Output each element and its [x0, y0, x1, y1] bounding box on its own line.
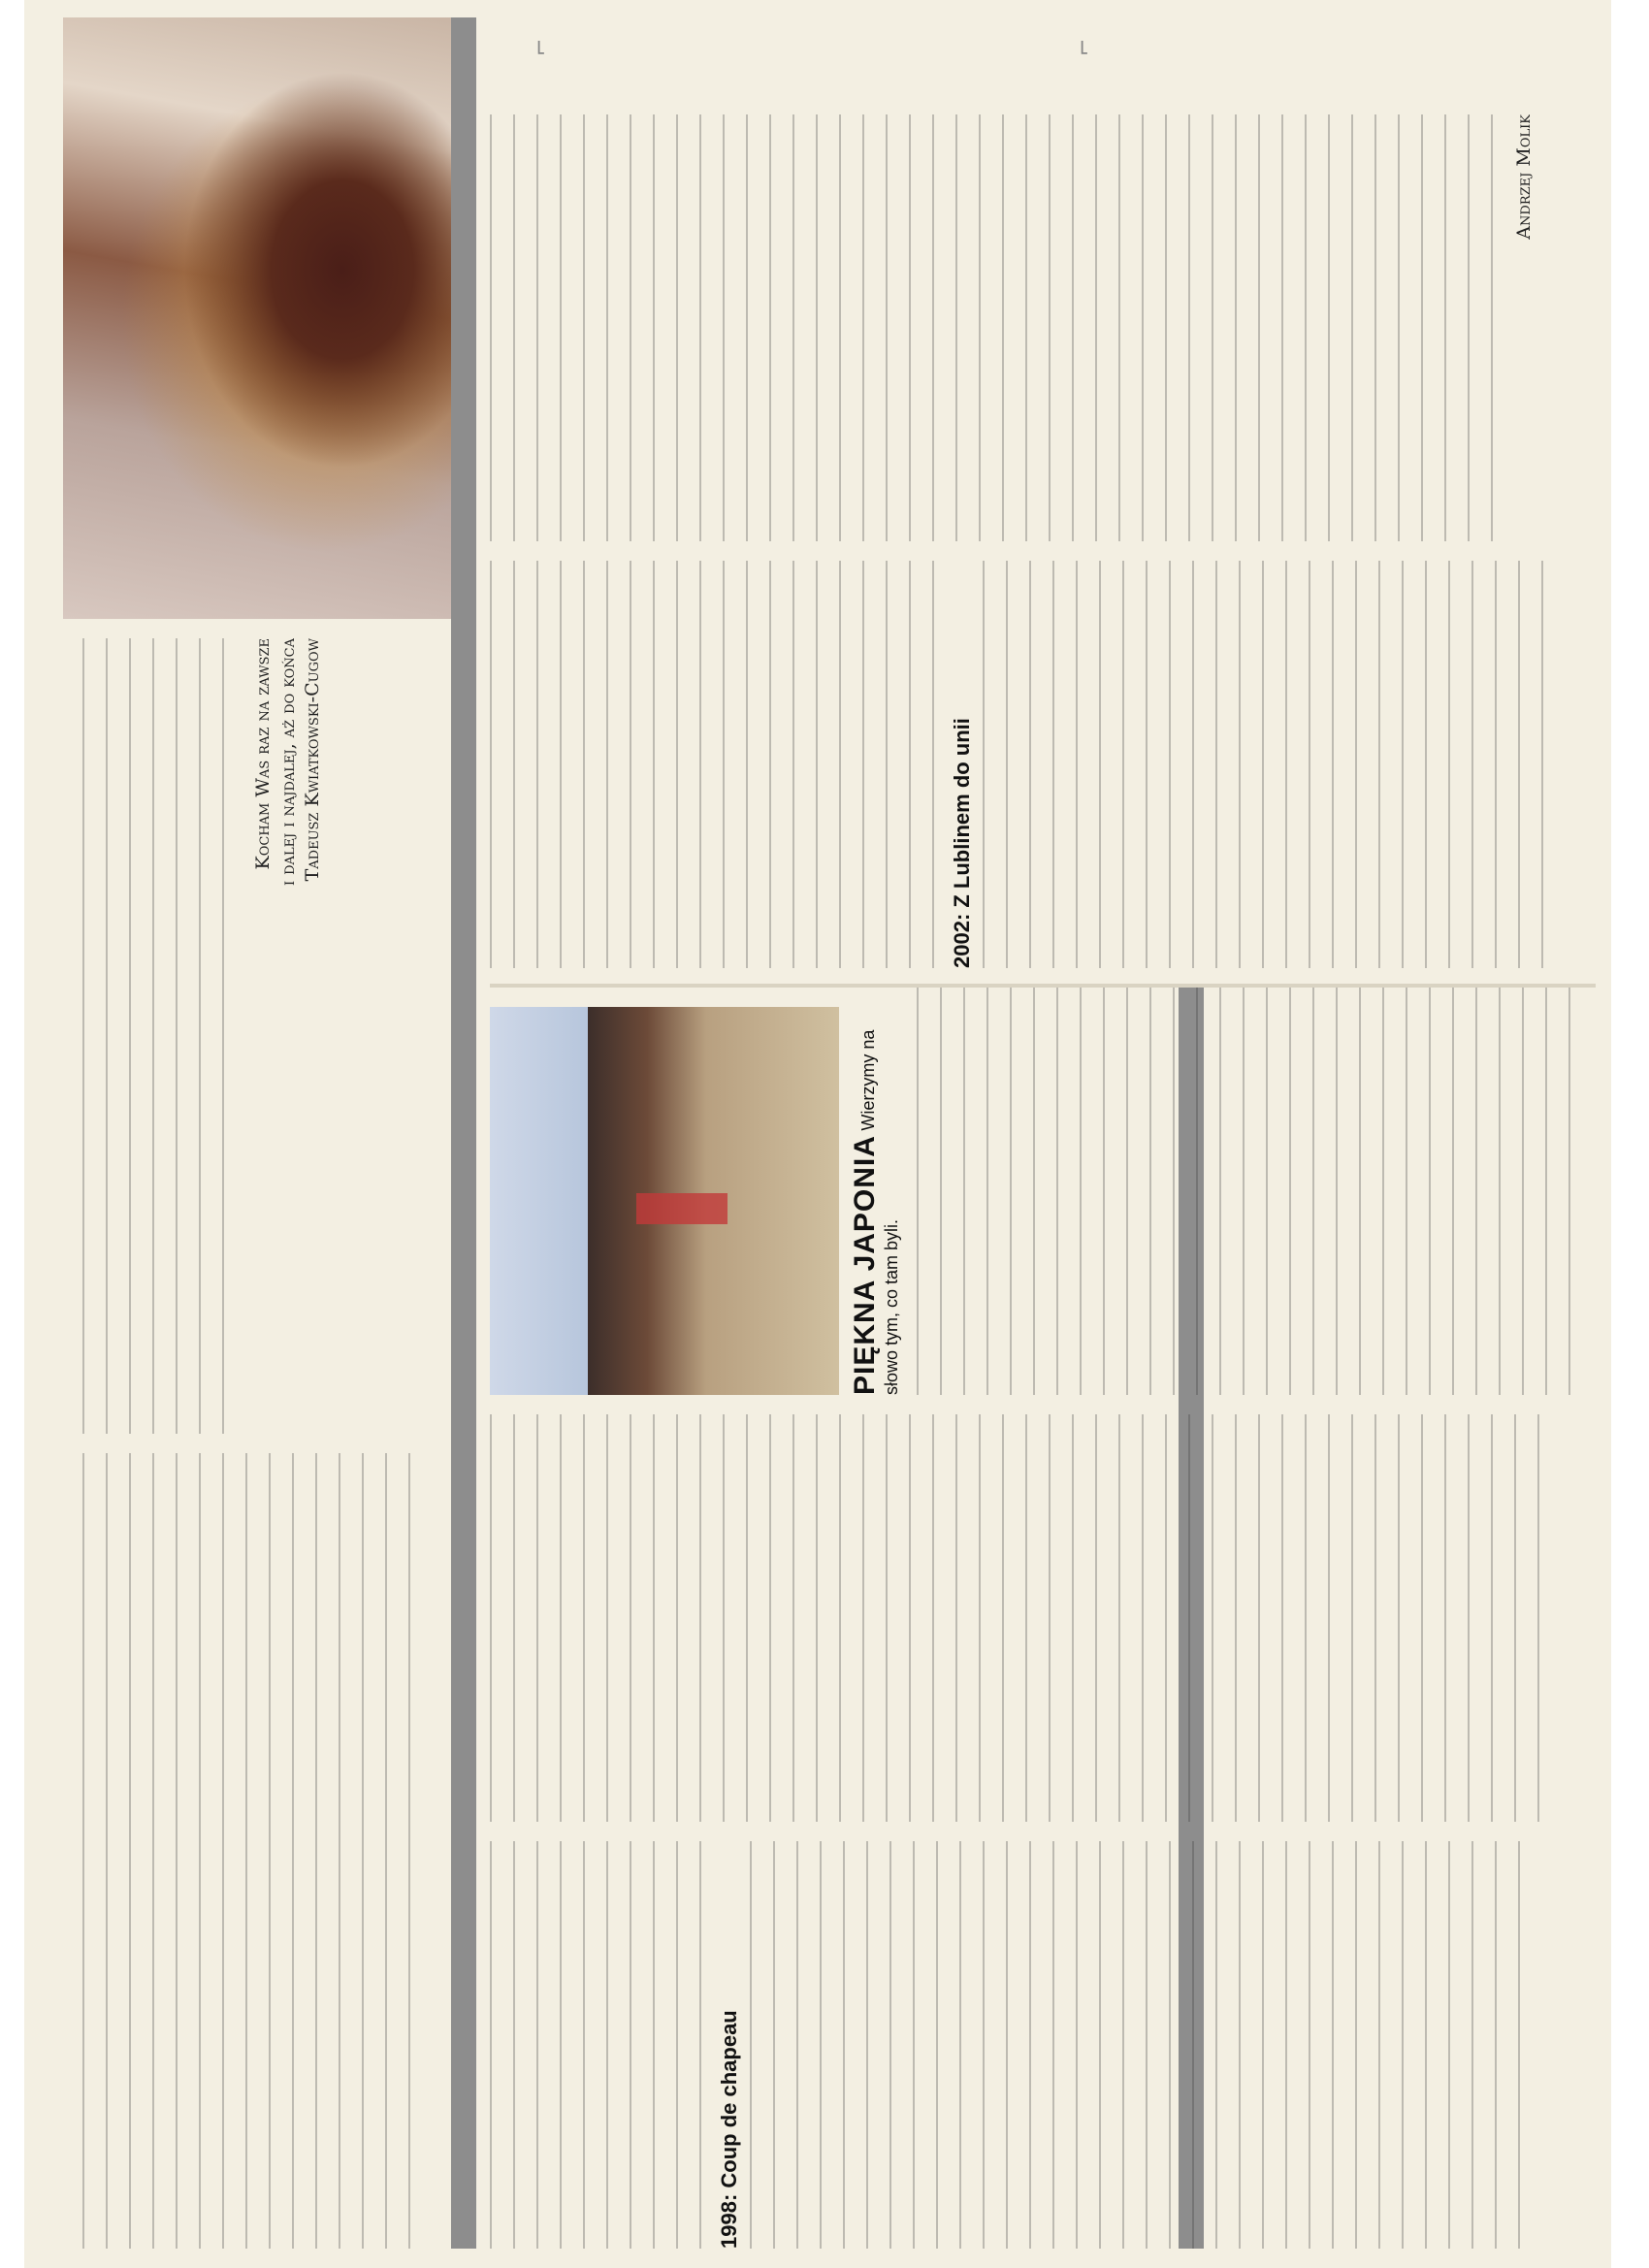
photo-caption: [849, 997, 902, 1395]
caption-text: Wierzymy na słowo tym, co tam byli.: [858, 1029, 901, 1395]
text-column-3: [917, 988, 1586, 1395]
section-subhead: 1998: Coup de chapeau: [717, 2010, 741, 2249]
body-text-lines: [917, 988, 1576, 1395]
article-page: [24, 0, 1611, 2268]
section-subhead: 2002: Z Lublinem do unii: [950, 718, 974, 968]
signature-block: [251, 638, 326, 1434]
text-block-top-2: [82, 638, 441, 1434]
text-column-5: [490, 114, 1586, 541]
body-text-lines: [82, 638, 238, 1434]
page-fold: [490, 984, 1596, 988]
text-column-1: [490, 1841, 1586, 2249]
author-signature: Andrzej Molik: [1513, 114, 1535, 240]
text-column-4: [490, 561, 1586, 968]
photo-folk-dancers: [63, 17, 451, 619]
signature-line-3: Tadeusz Kwiatkowski-Cugow: [302, 638, 324, 882]
photo-japanese-pagoda: [490, 1007, 839, 1395]
text-block-top-1: [82, 1453, 441, 2249]
signature-line-1: Kocham Was raz na zawsze: [252, 638, 274, 870]
staple-mark: ⌐: [1072, 38, 1096, 56]
newspaper-scan: [24, 0, 1611, 2268]
body-text-lines: [490, 1841, 713, 2249]
body-text-lines: [490, 561, 946, 968]
signature-line-2: i dalej i najdalej, aż do końca: [276, 638, 299, 887]
body-text-lines: [490, 1414, 1557, 1822]
caption-title: PIĘKNA JAPONIA: [849, 1135, 881, 1395]
body-text-lines: [490, 114, 1499, 541]
staple-mark: ⌐: [529, 38, 553, 56]
section-band-top: [451, 17, 476, 2249]
body-text-lines: [750, 1841, 1526, 2249]
body-text-lines: [983, 561, 1565, 968]
body-text-lines: [82, 1453, 432, 2249]
text-column-2: [490, 1414, 1586, 1822]
